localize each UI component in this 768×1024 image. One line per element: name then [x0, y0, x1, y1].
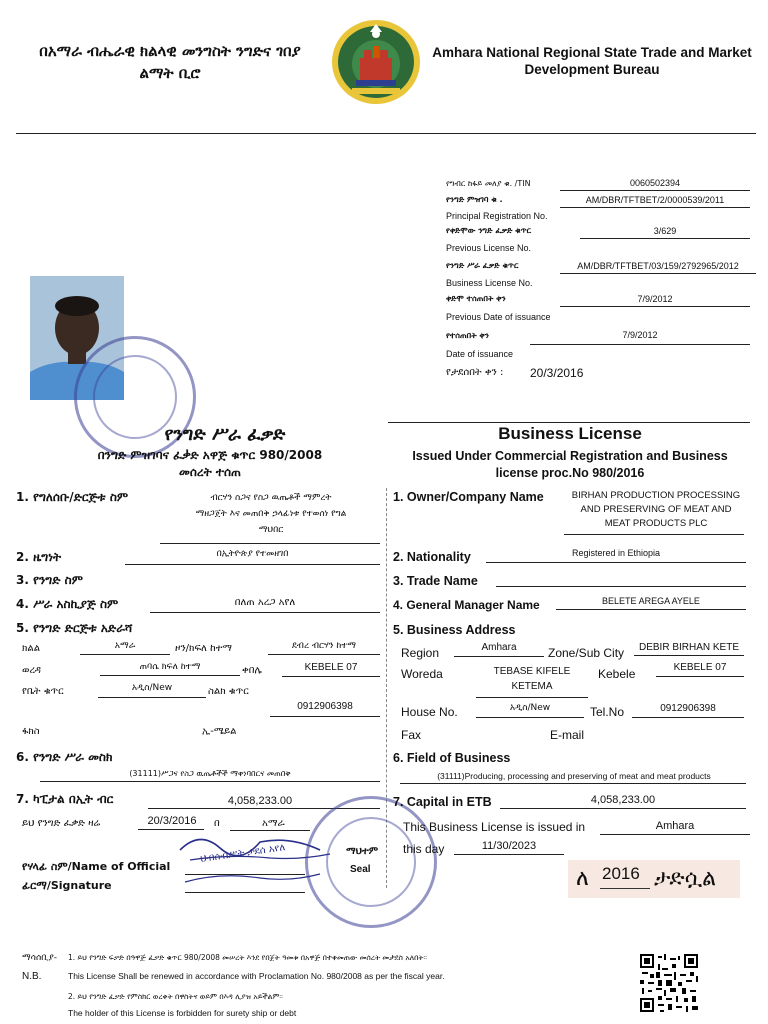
en-tel-label: Tel.No — [590, 705, 625, 719]
en-issued-label: This Business License is issued in — [403, 820, 586, 834]
am-issued-region: አማራ — [262, 818, 285, 829]
en-capital-label: 7. Capital in ETB — [393, 795, 492, 809]
footer-note2-am: 2. ይህ የንግድ ፈቃድ የምስክር ወረቀት በዋስትና ወይም በእዳ ሊያዝ አይችልም። — [68, 992, 283, 1001]
en-fax-label: Fax — [401, 728, 422, 742]
renewal-year: 2016 — [602, 864, 640, 883]
en-kebele-label: Kebele — [598, 667, 636, 681]
prev-license-value: 3/629 — [653, 226, 677, 236]
prev-license-label-am: የቀድሞው ንግድ ፈቃድ ቁጥር — [446, 226, 532, 235]
header-title-en-line1: Amhara National Regional State Trade and Market — [432, 45, 752, 60]
license-no-label-am: የንግድ ሥራ ፈቃድ ቁጥር — [446, 261, 519, 270]
license-no-label-en: Business License No. — [446, 278, 533, 288]
en-house-label: House No. — [401, 705, 458, 719]
am-woreda-label: ወረዳ — [22, 665, 41, 676]
am-trade-name-label: 3. የንግድ ስም — [16, 573, 83, 587]
en-field-label: 6. Field of Business — [393, 751, 511, 765]
en-kebele-value: KEBELE 07 — [673, 662, 727, 673]
en-region-value: Amhara — [481, 642, 517, 653]
am-field-label: 6. የንግድ ሥራ መስክ — [16, 750, 113, 764]
reg-no-label-am: የንግድ ምዝገባ ቁ . — [446, 195, 503, 204]
prev-issue-label-am: ቀድሞ ተሰጠበት ቀን — [446, 294, 506, 303]
am-issued-mid: በ — [214, 818, 220, 829]
en-tel-value: 0912906398 — [660, 703, 716, 714]
en-zone-value: DEBIR BIRHAN KETE — [638, 642, 740, 653]
en-owner-label: 1. Owner/Company Name — [393, 490, 544, 504]
am-owner-value-line3: ማህበር — [258, 525, 284, 535]
header-title-am-line2: ልማት ቢሮ — [139, 64, 201, 82]
en-region-label: Region — [401, 646, 440, 660]
am-phone-value: 0912906398 — [297, 701, 353, 712]
footer-note2-en: The holder of this License is forbidden for surety ship or debt — [68, 1008, 297, 1018]
en-owner-value — [564, 489, 748, 531]
title-en-sub1: Issued Under Commercial Registration and Business — [412, 449, 728, 463]
am-region-label: ክልል — [22, 643, 41, 654]
am-manager-value: በለጠ አረጋ አየለ — [234, 597, 296, 608]
issue-label-am: የተሰጠበት ቀን — [446, 331, 489, 340]
am-woreda-value: ጠባሴ ክፍለ ከተማ — [139, 662, 201, 672]
footer-note-label-am: ማሳሰቢያ- — [22, 953, 57, 963]
renewed-label-am: የታደሰበት ቀን : — [446, 367, 504, 378]
title-en-sub2: license proc.No 980/2016 — [495, 466, 645, 480]
prev-issue-value: 7/9/2012 — [637, 294, 673, 304]
en-field-value: (31111)Producing, processing and preserving of meat and meat products — [437, 771, 711, 781]
am-house-value: አዲስ/New — [131, 683, 173, 693]
issue-label-en: Date of issuance — [446, 349, 514, 359]
en-woreda-label: Woreda — [401, 667, 443, 681]
am-house-label: የቤት ቁጥር — [22, 686, 64, 697]
en-capital-value: 4,058,233.00 — [590, 794, 656, 806]
footer-note1-am: 1. ይህ የንግድ ፍቃድ በዓዋጅ ፈቃድ ቁጥር 980/2008 መሠረት እንደ የበጀት ዓመቱ በአዋጅ በተቀመጠው መሰረት መታደስ አለበት። — [68, 953, 427, 962]
en-trade-name-label: 3. Trade Name — [393, 574, 478, 588]
en-manager-value: BELETE AREGA AYELE — [602, 596, 700, 606]
am-kebele-value: KEBELE 07 — [304, 662, 358, 673]
am-owner-value — [160, 490, 382, 538]
header-title-en-line2: Development Bureau — [524, 62, 660, 77]
am-field-value: (31111)ሥጋና የስጋ ዉጤቶችች ማቀነባበርና መጠበቅ — [129, 769, 291, 778]
am-phone-label: ስልክ ቁጥር — [208, 686, 249, 697]
am-fax-label: ፋክስ — [22, 726, 40, 737]
reg-no-value: AM/DBR/TFTBET/2/0000539/2011 — [585, 195, 725, 205]
am-owner-value-line2: ማዘጋጀት እና መጠበቅ ኃላፊነቱ የተወሰነ የግል — [195, 509, 347, 519]
en-day-value: 11/30/2023 — [481, 840, 537, 852]
renewal-stamp — [568, 860, 740, 898]
official-seal-bottom — [305, 796, 437, 928]
header-title-am-line1: በአማራ ብሔራዊ ክልላዊ መንግስት ንግድና ገበያ — [39, 42, 301, 60]
issue-value: 7/9/2012 — [622, 330, 658, 340]
amhara-emblem-logo — [330, 18, 422, 106]
en-woreda-value-line1: TEBASE KIFELE — [493, 666, 571, 677]
en-woreda-value-line2: KETEMA — [511, 681, 553, 692]
header-title-am — [20, 40, 320, 84]
footer-note-label-en: N.B. — [22, 971, 42, 982]
am-nationality-value: በኢትዮጵያ የተመዘገበ — [216, 549, 289, 559]
en-email-label: E-mail — [550, 728, 585, 742]
am-email-label: ኢ-ሜይል — [202, 726, 237, 737]
title-am: የንግድ ሥራ ፈቃድ — [164, 424, 286, 445]
title-am-sub2: መሰረት ተሰጠ — [178, 465, 241, 479]
footer-note1-en: This License Shall be renewed in accordance with Proclamation No. 980/2008 as per the fiscal year. — [68, 971, 445, 981]
en-address-label: 5. Business Address — [393, 623, 516, 637]
am-manager-label: 4. ሥራ አስኪያጅ ስም — [16, 597, 119, 611]
renewal-suffix: ታድሷል — [654, 866, 717, 891]
en-house-value: አዲስ/New — [509, 703, 551, 713]
header-divider — [16, 133, 756, 134]
am-owner-label: 1. የግለሰቡ/ድርጅቱ ስም — [16, 490, 129, 504]
am-capital-label: 7. ካፒታል በኢት ብር — [16, 792, 114, 806]
reg-no-label-en: Principal Registration No. — [446, 211, 548, 221]
am-issued-label: ይህ የንግድ ፈቃድ ዛሬ — [22, 818, 101, 829]
header-title-en — [424, 44, 760, 78]
title-am-sub1: በንግድ ምዝገባና ፈቃድ አዋጅ ቁጥር 980/2008 — [97, 448, 323, 462]
en-woreda-value — [476, 664, 588, 694]
en-issued-region: Amhara — [655, 820, 695, 832]
en-nationality-label: 2. Nationality — [393, 550, 471, 564]
am-capital-value: 4,058,233.00 — [227, 795, 293, 807]
am-owner-value-line1: ብርሃን ስጋና የስጋ ዉጤቶች ማምረት — [210, 493, 332, 503]
en-manager-label: 4. General Manager Name — [393, 598, 540, 612]
am-region-value: አማራ — [114, 641, 136, 651]
prev-issue-label-en: Previous Date of issuance — [446, 312, 551, 322]
tin-label: የግብር ከፋይ መለያ ቁ. /TIN — [446, 179, 531, 188]
am-zone-value: ደብረ ብርሃን ከተማ — [291, 641, 357, 651]
am-kebele-label: ቀበሌ — [242, 665, 262, 676]
en-nationality-value: Registered in Ethiopia — [571, 548, 661, 558]
en-day-label: this day — [403, 842, 445, 856]
am-nationality-label: 2. ዜግነት — [16, 550, 62, 564]
am-issued-date: 20/3/2016 — [147, 815, 197, 827]
renewal-prefix: ለ — [576, 866, 589, 891]
en-owner-value-line2: AND PRESERVING OF MEAT AND — [580, 504, 732, 515]
en-owner-value-line1: BIRHAN PRODUCTION PROCESSING — [571, 490, 741, 501]
am-signature-label: ፊርማ/Signature — [22, 879, 112, 892]
am-address-label: 5. የንግድ ድርጅቱ አድራሻ — [16, 621, 133, 635]
seal-label-am: ማህተም — [346, 846, 379, 857]
prev-license-label-en: Previous License No. — [446, 243, 532, 253]
signature-text: ህብሰብሥት ታደሰ አየለ — [199, 842, 286, 865]
en-zone-label: Zone/Sub City — [548, 646, 625, 660]
am-official-label: የሃላፊ ስም/Name of Official — [22, 860, 171, 873]
title-en: Business License — [498, 424, 642, 443]
en-owner-value-line3: MEAT PRODUCTS PLC — [604, 518, 708, 529]
am-zone-label: ዞን/ክፍለ ከተማ — [175, 643, 232, 654]
renewed-value: 20/3/2016 — [530, 366, 584, 380]
tin-value: 0060502394 — [629, 178, 681, 188]
qr-code — [638, 952, 700, 1014]
license-no-value: AM/DBR/TFTBET/03/159/2792965/2012 — [577, 261, 739, 271]
seal-label-en: Seal — [350, 864, 371, 875]
